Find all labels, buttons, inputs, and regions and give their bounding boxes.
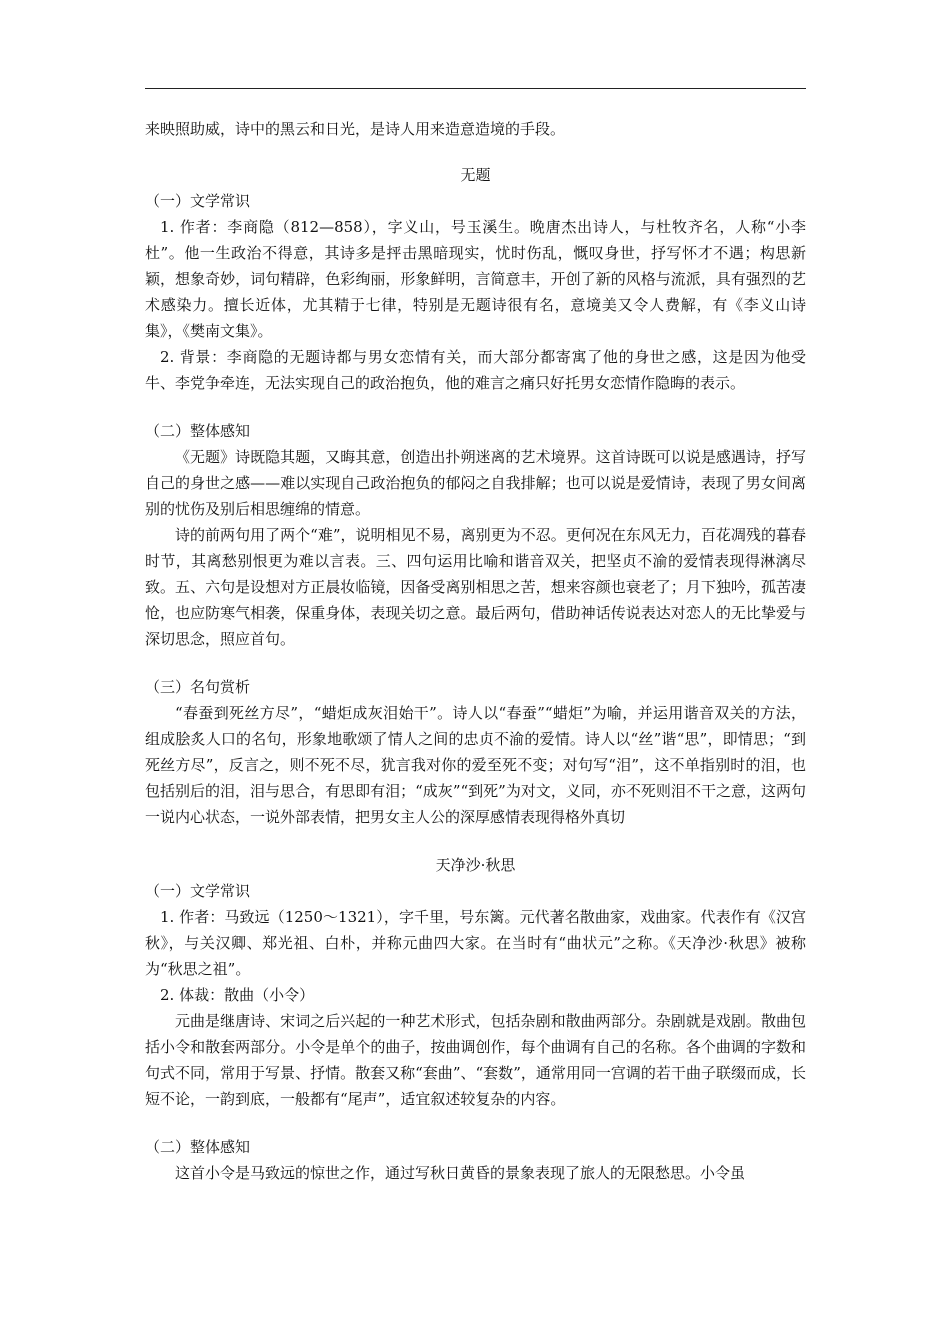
header-rule [145,88,806,89]
author-paragraph-2: 1. 作者：马致远（1250～1321），字千里，号东篱。元代著名散曲家，戏曲家。代表作有《汉宫秋》，与关汉卿、郑光祖、白朴，并称元曲四大家。在当时有“曲状元”之称。《天净沙·秋思》被称为“秋思之祖”。 [145,908,806,978]
author-paragraph: 1. 作者：李商隐（812—858），字义山，号玉溪生。晚唐杰出诗人，与杜牧齐名，人称“小李杜”。他一生政治不得意，其诗多是抨击黑暗现实，忧时伤乱，慨叹身世，抒写怀才不遇；构思新颖，想象奇妙，词句精辟，色彩绚丽，形象鲜明，言简意丰，开创了新的风格与流派，具有强烈的艺术感染力。擅长近体，尤其精于七律，特别是无题诗很有名，意境美又令人费解，有《李义山诗集》，《樊南文集》。 [145,218,806,340]
famous-lines-paragraph: “春蚕到死丝方尽”，“蜡炬成灰泪始干”。诗人以“春蚕”“蜡炬”为喻，并运用谐音双关的方法，组成脍炙人口的名句，形象地歌颂了情人之间的忠贞不渝的爱情。诗人以“丝”谐“思”，即情思；“到死丝方尽”，反言之，则不死不尽，犹言我对你的爱至死不变；对句写“泪”，这不单指别时的泪，也包括别后的泪，泪与思合，有思即有泪；“成灰”“到死”为对文，义同，亦不死则泪不干之意，这两句一说内心状态，一说外部表情，把男女主人公的深厚感情表现得格外真切 [145,704,806,826]
subheading-overall-perception-2: （二）整体感知 [145,1138,251,1156]
section-title-tianjingsha: 天净沙·秋思 [435,856,516,874]
genre-paragraph: 元曲是继唐诗、宋词之后兴起的一种艺术形式，包括杂剧和散曲两部分。杂剧就是戏剧。散曲包括小令和散套两部分。小令是单个的曲子，按曲调创作，每个曲调有自己的名称。各个曲调的字数和句式不同，常用于写景、抒情。散套又称“套曲”、“套数”，通常用同一宫调的若干曲子联缀而成，长短不论，一韵到底，一般都有“尾声”，适宜叙述较复杂的内容。 [145,1012,806,1108]
document-page [145,116,806,1186]
subheading-literary-knowledge-2: （一）文学常识 [145,882,251,900]
background-paragraph: 2. 背景：李商隐的无题诗都与男女恋情有关，而大部分都寄寓了他的身世之感，这是因为他受牛、李党争牵连，无法实现自己的政治抱负，他的难言之痛只好托男女恋情作隐晦的表示。 [145,348,806,392]
perception-paragraph-1: 《无题》诗既隐其题，又晦其意，创造出扑朔迷离的艺术境界。这首诗既可以说是感遇诗，抒写自己的身世之感——难以实现自己政治抱负的郁闷之自我排解；也可以说是爱情诗，表现了男女间离别的忧伤及别后相思缠绵的情意。 [145,448,806,518]
perception-paragraph-2: 诗的前两句用了两个“难”，说明相见不易，离别更为不忍。更何况在东风无力，百花凋残的暮春时节，其离愁别恨更为难以言表。三、四句运用比喻和谐音双关，把坚贞不渝的爱情表现得淋漓尽致。五、六句是设想对方正晨妆临镜，因备受离别相思之苦，想来容颜也衰老了；月下独吟，孤苦凄怆，也应防寒气相袭，保重身体，表现关切之意。最后两句，借助神话传说表达对恋人的无比挚爱与深切思念，照应首句。 [145,526,806,648]
subheading-famous-lines: （三）名句赏析 [145,678,251,696]
subheading-overall-perception: （二）整体感知 [145,422,251,440]
genre-line: 2. 体裁：散曲（小令） [160,986,315,1004]
continuation-text: 来映照助威，诗中的黑云和日光，是诗人用来造意造境的手段。 [145,120,566,138]
subheading-literary-knowledge: （一）文学常识 [145,192,251,210]
perception-paragraph-3: 这首小令是马致远的惊世之作，通过写秋日黄昏的景象表现了旅人的无限愁思。小令虽 [175,1164,746,1182]
section-title-wuti: 无题 [460,166,491,184]
